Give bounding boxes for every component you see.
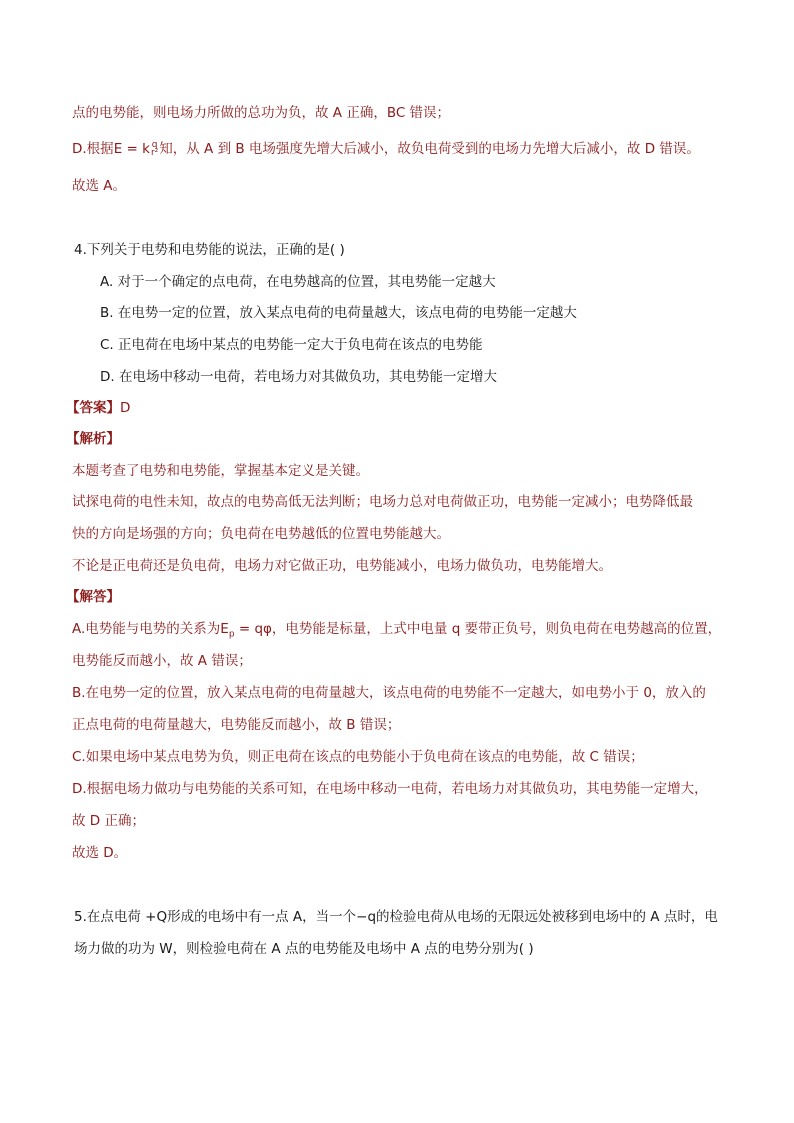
formula-lhs: E = k	[113, 141, 150, 157]
prev-solution-d-suffix: 知，从 A 到 B 电场强度先增大后减小，故负电荷受到的电场力先增大后减小，故 D 错误。	[159, 141, 700, 157]
solution-a-line	[72, 620, 721, 644]
solution-a-formula-sub: p	[228, 629, 235, 640]
question-4-option-d: D. 在电场中移动一电荷，若电场力对其做负功，其电势能一定增大	[100, 369, 497, 385]
prev-solution-line: 点的电势能，则电场力所做的总功为负，故 A 正确，BC 错误；	[72, 105, 451, 121]
solution-label: 【解答】	[66, 589, 120, 605]
prev-solution-d	[72, 140, 700, 158]
formula-denominator: r²	[150, 148, 159, 158]
solution-a-suffix: ，电势能是标量，上式中电量 q 要带正负号，则负电荷在电势越高的位置，	[271, 621, 722, 637]
analysis-line: 本题考查了电势和电势能，掌握基本定义是关键。	[72, 463, 369, 479]
question-5-line1: 5.在点电荷 +Q形成的电场中有一点 A，当一个−q的检验电荷从电场的无限远处被移到电场中的 A 点时，电	[74, 909, 718, 925]
prev-solution-choose: 故选 A。	[72, 178, 127, 194]
solution-b-line1: B.在电势一定的位置，放入某点电荷的电荷量越大，该点电荷的电势能不一定越大，如电势小于 0，放入的	[72, 685, 706, 701]
question-4-option-c: C. 正电荷在电场中某点的电势能一定大于负电荷在该点的电势能	[100, 337, 483, 353]
solution-a-formula-e: E	[220, 621, 229, 637]
solution-c: C.如果电场中某点电势为负，则正电荷在该点的电势能小于负电荷在该点的电势能，故 C 错误；	[72, 749, 644, 765]
answer-value: D	[120, 400, 131, 416]
solution-d-line2: 故 D 正确；	[72, 813, 145, 829]
formula-numerator: q	[151, 140, 158, 150]
solution-a-prefix: A.电势能与电势的关系为	[72, 621, 221, 637]
analysis-line: 试探电荷的电性未知，故点的电势高低无法判断；电场力总对电荷做正功，电势能一定减小；电势降低最	[72, 494, 693, 510]
solution-choose: 故选 D。	[72, 845, 128, 861]
analysis-label: 【解析】	[66, 431, 120, 447]
answer-label: 【答案】	[66, 400, 120, 416]
answer-row	[66, 399, 130, 417]
question-5-line2: 场力做的功为 W，则检验电荷在 A 点的电势能及电场中 A 点的电势分别为( )	[74, 941, 534, 957]
question-4-option-a: A. 对于一个确定的点电荷，在电势越高的位置，其电势能一定越大	[100, 274, 496, 290]
analysis-line: 快的方向是场强的方向；负电荷在电势越低的位置电势能越大。	[72, 526, 450, 542]
solution-a-line2: 电势能反而越小，故 A 错误；	[72, 653, 252, 669]
solution-d-line1: D.根据电场力做功与电势能的关系可知，在电场中移动一电荷，若电场力对其做负功，其电势能一定增大，	[72, 781, 708, 797]
solution-a-formula-rest: = qφ	[234, 621, 272, 637]
formula-fraction	[151, 141, 158, 157]
solution-b-line2: 正点电荷的电荷量越大，电势能反而越小，故 B 错误；	[72, 717, 401, 733]
question-4-option-b: B. 在电势一定的位置，放入某点电荷的电荷量越大，该点电荷的电势能一定越大	[100, 305, 577, 321]
analysis-line: 不论是正电荷还是负电荷，电场力对它做正功，电势能减小，电场力做负功，电势能增大。	[72, 558, 612, 574]
prev-solution-d-prefix: D.根据	[72, 141, 114, 157]
question-4-stem: 4.下列关于电势和电势能的说法，正确的是( )	[74, 242, 345, 258]
